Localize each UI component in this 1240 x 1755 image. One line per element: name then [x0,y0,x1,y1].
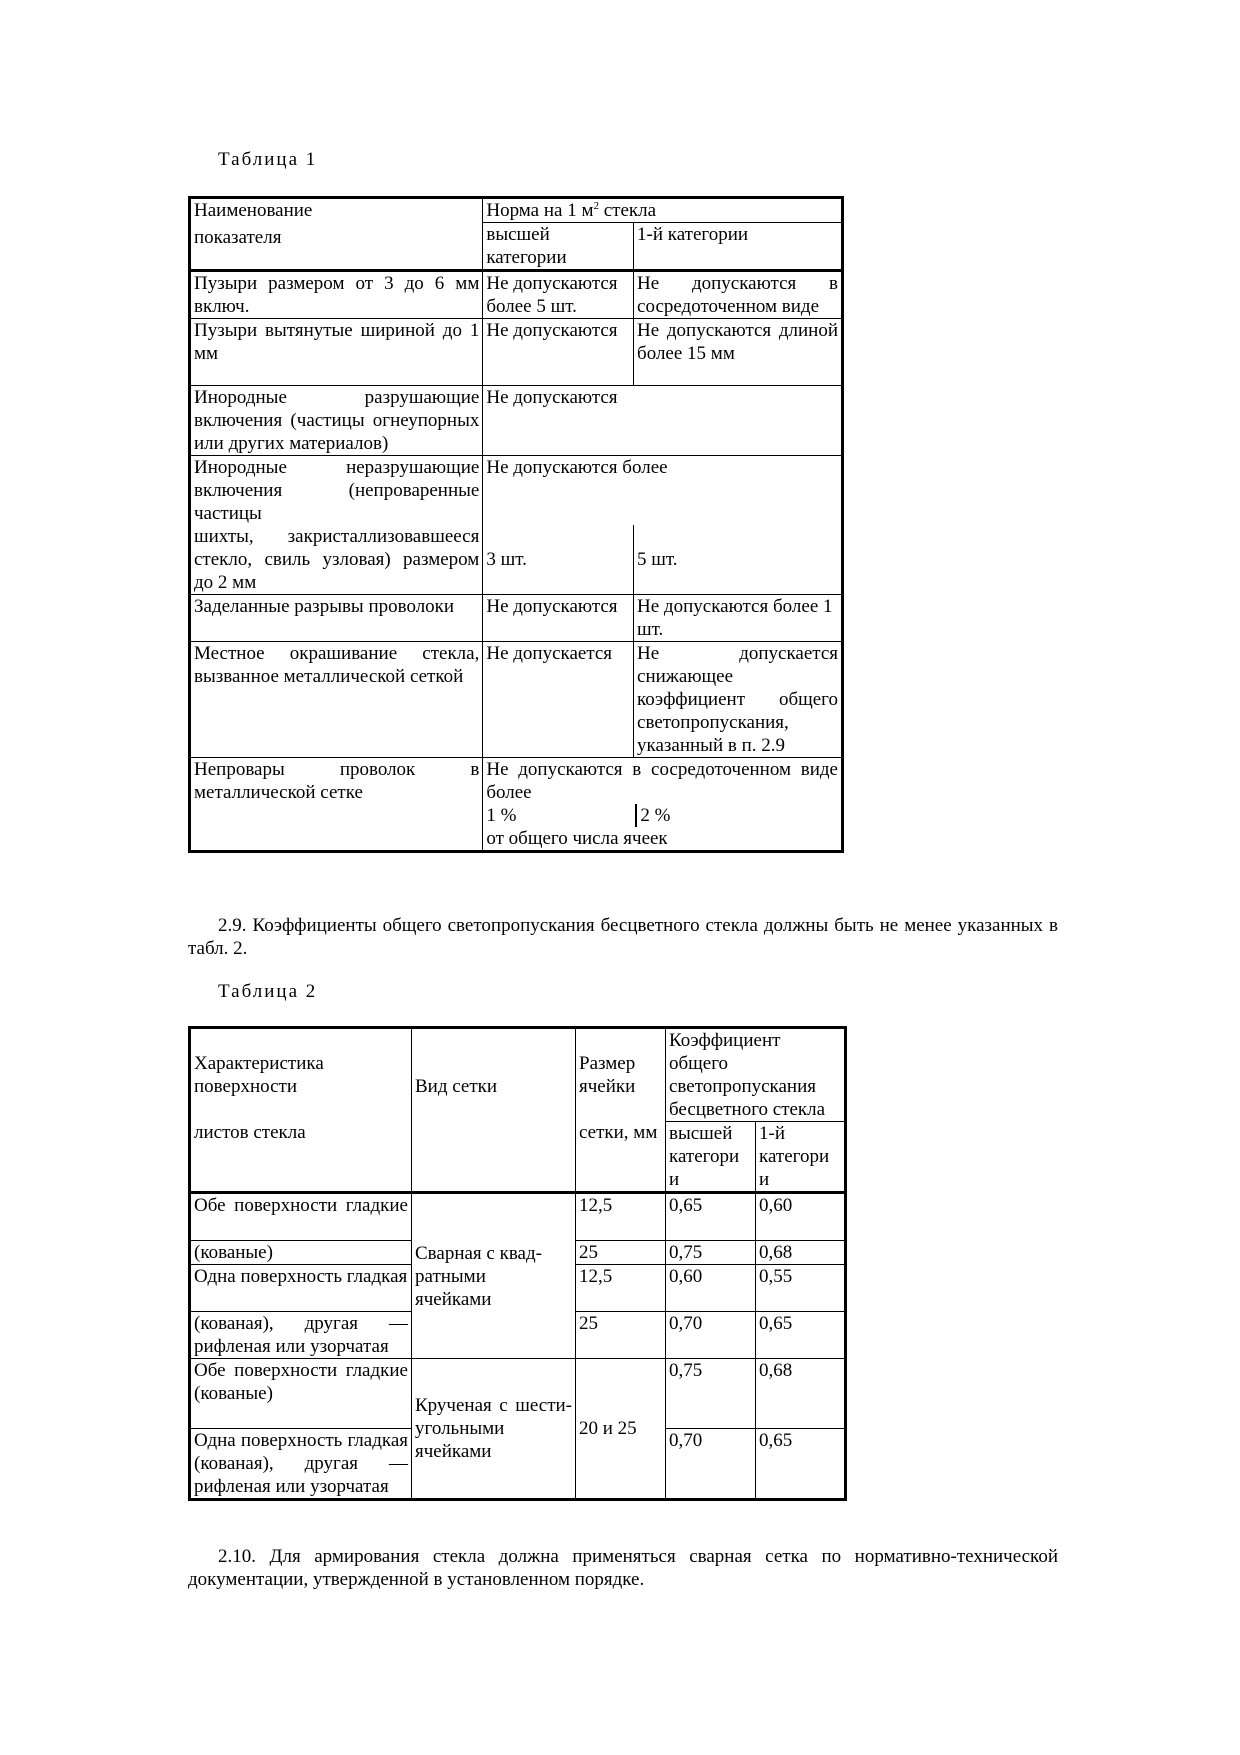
row-first: 0,60 [756,1193,846,1241]
row-first: Не допускаются в сосредоточенном виде [634,271,843,319]
row-merged [483,758,843,852]
table1-header-high: высшей категории [483,223,634,271]
row-high: Не допускаются [483,319,634,386]
table1 [188,196,844,853]
header-name-line2: показателя [194,227,282,248]
table1-header-first: 1-й категории [634,223,843,271]
row-size: 12,5 [576,1265,666,1312]
row-merged-top: Не допускаются более [483,456,843,526]
row-mesh [412,1193,576,1359]
paragraph-2-10-text: 2.10. Для армирования стекла должна применяться сварная сетка по нормативно-технической документации, утвержденной в установленном порядке. [188,1546,1058,1590]
header-size-line1: Размер ячейки [579,1053,636,1097]
row-first: 0,65 [756,1429,846,1500]
row-high: Не допускаются более 5 шт. [483,271,634,319]
row-surface-cont: (кованая), другая — рифленая или узорчатая [190,1312,412,1359]
header-char-line2: листов стекла [194,1122,306,1143]
header-name-line1: Наименование [194,200,313,221]
table-row [190,1359,846,1429]
paragraph-2-9 [188,914,1058,960]
table1-caption: Таблица 1 [218,149,318,170]
row-mesh: Крученая с шести-угольными ячейками [412,1359,576,1500]
table-row [190,271,843,319]
row-merged: Не допускаются [483,386,843,456]
mesh-text: Сварная с квад-ратными ячейками [415,1242,542,1310]
row-first: 2 % [640,805,671,826]
row-name-part1: Инородные неразрушающие включения (непроваренные частицы [190,456,483,526]
row-surface-cont: (кованые) [190,1241,412,1265]
table2-header-mesh [412,1028,576,1193]
row-merged-bottom: от общего числа ячеек [486,828,668,849]
row-high: 1 % [483,804,637,827]
row-first: Не допускается снижающее коэффициент общего светопропускания, указанный в п. 2.9 [634,642,843,758]
row-split-values [483,804,841,827]
row-first: Не допускаются длиной более 15 мм [634,319,843,386]
row-name: Пузыри вытянутые шириной до 1 мм [190,319,483,386]
table2-header-first: 1-й категори и [756,1122,846,1193]
row-surface: Одна поверхность гладкая [190,1265,412,1312]
row-high: 0,75 [666,1241,756,1265]
header-mesh-text: Вид сетки [415,1076,498,1097]
row-first: Не допускаются более 1 шт. [634,595,843,642]
row-first: 0,65 [756,1312,846,1359]
table2-header-coef: Коэффициент общего светопропускания бесцветного стекла [666,1028,846,1122]
table2-header-row-1 [190,1028,846,1122]
row-name: Местное окрашивание стекла, вызванное металлической сеткой [190,642,483,758]
paragraph-2-10 [188,1545,1058,1591]
row-size: 25 [576,1241,666,1265]
table-row [190,595,843,642]
header-size-line2: сетки, мм [579,1122,658,1143]
table2 [188,1026,847,1501]
table2-header-high: высшей категори и [666,1122,756,1193]
header-norm-suffix: стекла [598,200,657,221]
table-row [190,319,843,386]
row-high: 3 шт. [483,525,634,595]
table2-caption: Таблица 2 [218,981,318,1002]
row-high: 0,65 [666,1193,756,1241]
paragraph-2-9-text: 2.9. Коэффициенты общего светопропускания бесцветного стекла должны быть не менее указанных в табл. 2. [188,915,1058,959]
table1-header-row-1 [190,198,843,223]
row-size: 12,5 [576,1193,666,1241]
row-high: 0,70 [666,1429,756,1500]
row-first: 0,68 [756,1241,846,1265]
row-name: Заделанные разрывы проволоки [190,595,483,642]
row-high: Не допускается [483,642,634,758]
table-row [190,525,843,595]
table2-header-size [576,1028,666,1193]
table-row [190,1193,846,1241]
row-high: 0,75 [666,1359,756,1429]
row-name: Непровары проволок в металлической сетке [190,758,483,852]
row-name: Пузыри размером от 3 до 6 мм включ. [190,271,483,319]
header-char-line1: Характеристика поверхности [194,1053,324,1097]
surface-part1: Обе поверхности гладкие [194,1195,408,1216]
row-name: Инородные разрушающие включения (частицы огнеупорных или других материалов) [190,386,483,456]
table-row [190,758,843,852]
row-surface: Обе поверхности гладкие (кованые) [190,1359,412,1429]
row-surface: Одна поверхность гладкая (кованая), другая — рифленая или узорчатая [190,1429,412,1500]
row-size: 25 [576,1312,666,1359]
row-high: 0,60 [666,1265,756,1312]
row-first: 0,68 [756,1359,846,1429]
row-name-part2: шихты, закристаллизовавшееся стекло, свиль узловая) размером до 2 мм [190,525,483,595]
row-first: 5 шт. [634,525,843,595]
row-high: 0,70 [666,1312,756,1359]
header-norm-text: Норма на 1 м [486,200,594,221]
row-surface [190,1193,412,1241]
row-high: Не допускаются [483,595,634,642]
header-norm-sup: 2 [593,200,599,212]
row-first: 0,55 [756,1265,846,1312]
table1-header-norm [483,198,843,223]
table-row [190,456,843,526]
table-row [190,642,843,758]
row-size: 20 и 25 [576,1359,666,1500]
table1-header-name [190,198,483,271]
table2-header-char [190,1028,412,1193]
table-row [190,386,843,456]
row-merged-top: Не допускаются в сосредоточенном виде более [486,759,838,803]
